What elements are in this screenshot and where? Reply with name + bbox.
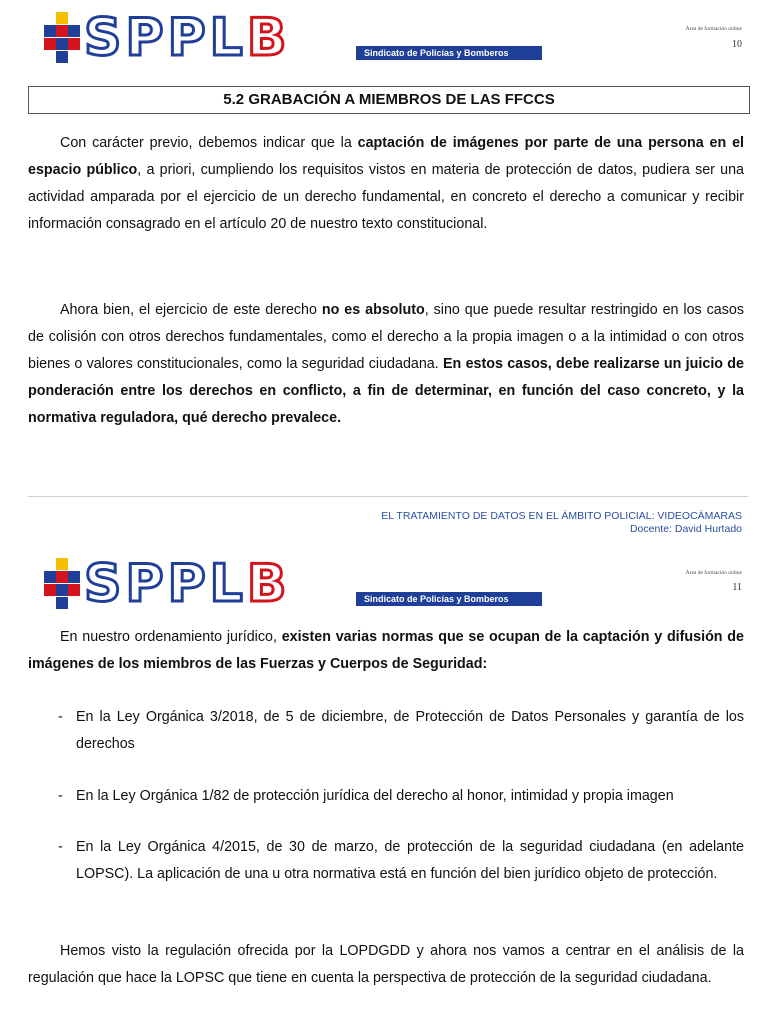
page-10 xyxy=(0,0,768,490)
list-item: - En la Ley Orgánica 4/2015, de 30 de marzo, de protección de la seguridad ciudadana (en adelante LOPSC). La aplicación de una u otra normativa está en función del bien jurídico objeto de protección. xyxy=(58,839,744,882)
page-11 xyxy=(0,548,768,1024)
logo-band: Sindicato de Policías y Bomberos xyxy=(356,46,542,60)
list-item: - En la Ley Orgánica 1/82 de protección jurídica del derecho al honor, intimidad y propia imagen xyxy=(58,788,674,804)
checker-cross-logo-icon xyxy=(44,558,80,610)
logo-band: Sindicato de Policías y Bomberos xyxy=(356,592,542,606)
logo-wordmark: SPPLB xyxy=(84,554,291,614)
page-number: 10 xyxy=(732,39,742,50)
page-divider xyxy=(28,496,748,497)
list-item: - En la Ley Orgánica 3/2018, de 5 de diciembre, de Protección de Datos Personales y garantía de los derechos xyxy=(58,709,744,752)
section-title: 5.2 GRABACIÓN A MIEMBROS DE LAS FFCCS xyxy=(28,86,750,114)
paragraph: Hemos visto la regulación ofrecida por la LOPDGDD y ahora nos vamos a centrar en el análisis de la regulación que hace la LOPSC que tiene en cuenta la perspectiva de protección de la seguridad ciudadana. xyxy=(28,943,744,986)
logo-wordmark: SPPLB xyxy=(84,8,291,68)
footer-title: EL TRATAMIENTO DE DATOS EN EL ÁMBITO POLICIAL: VIDEOCÁMARAS xyxy=(381,510,742,522)
footer-teacher: Docente: David Hurtado xyxy=(629,523,742,535)
paragraph: Con carácter previo, debemos indicar que la captación de imágenes por parte de una persona en el espacio público, a priori, cumpliendo los requisitos vistos en materia de protección de datos, pudiera ser una actividad amparada por el ejercicio de un derecho fundamental, en concreto el derecho a comunicar y recibir información consagrado en el artículo 20 de nuestro texto constitucional. xyxy=(28,135,745,232)
area-label: Área de formación online xyxy=(685,26,742,32)
page-number: 11 xyxy=(732,582,742,593)
checker-cross-logo-icon xyxy=(44,12,80,64)
paragraph: En nuestro ordenamiento jurídico, existen varias normas que se ocupan de la captación y difusión de imágenes de los miembros de las Fuerzas y Cuerpos de Seguridad: xyxy=(28,629,744,672)
page-footer xyxy=(381,510,742,536)
area-label: Área de formación online xyxy=(685,570,742,576)
paragraph: Ahora bien, el ejercicio de este derecho no es absoluto, sino que puede resultar restringido en los casos de colisión con otros derechos fundamentales, como el derecho a la propia imagen o a la intimidad o con otros bienes o valores constitucionales, como la seguridad ciudadana. En estos casos, debe realizarse un juicio de ponderación entre los derechos en conflicto, a fin de determinar, en función del caso concreto, y la normativa reguladora, qué derecho prevalece. xyxy=(28,302,744,426)
